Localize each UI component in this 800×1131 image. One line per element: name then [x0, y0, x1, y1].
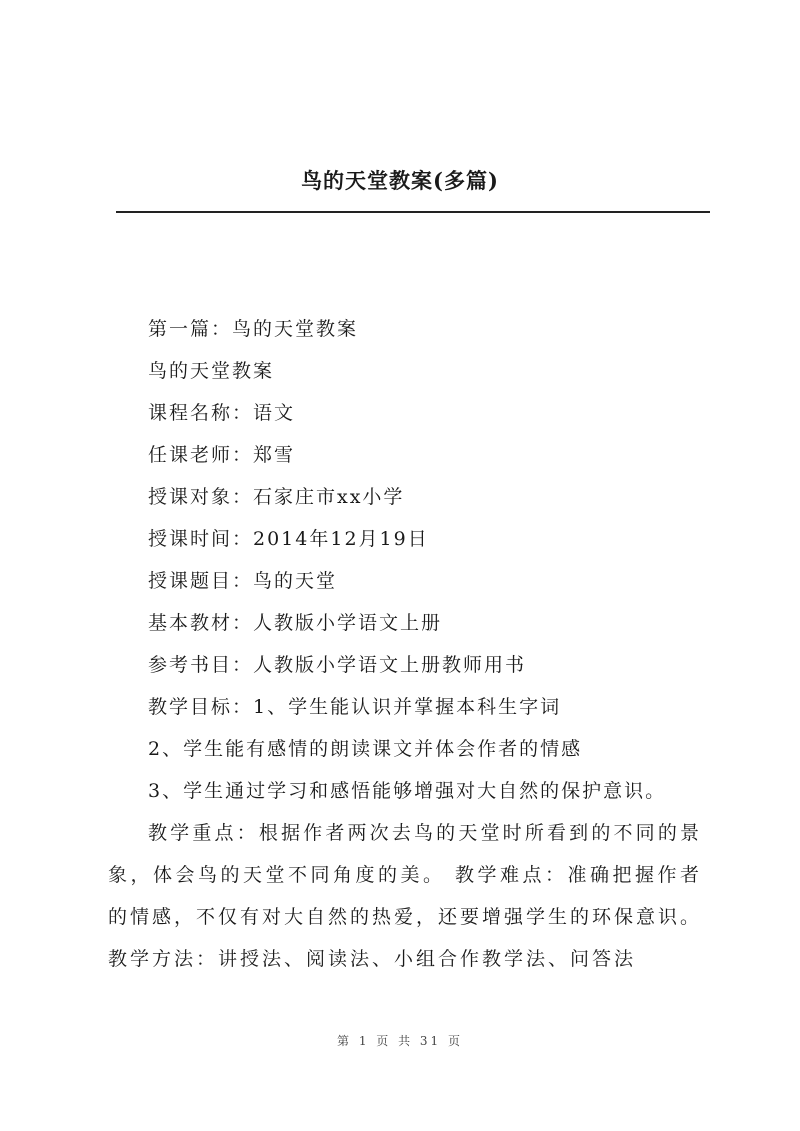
- text-line: 课程名称：语文: [148, 402, 296, 424]
- text-line: 授课对象：石家庄市xx小学: [148, 486, 405, 508]
- text-line: 第一篇：鸟的天堂教案: [148, 318, 359, 340]
- text-line: 鸟的天堂教案: [148, 360, 275, 382]
- text-line: 参考书目：人教版小学语文上册教师用书: [148, 654, 527, 676]
- body-paragraph: 教学重点：根据作者两次去鸟的天堂时所看到的不同的景象，体会鸟的天堂不同角度的美。 教学难点：准确把握作者的情感，不仅有对大自然的热爱，还要增强学生的环保意识。 教学方法：讲授法、阅读法、小组合作教学法、问答法: [108, 822, 703, 970]
- text-line: 授课题目：鸟的天堂: [148, 570, 338, 592]
- document-title: 鸟的天堂教案(多篇): [301, 168, 499, 193]
- text-line: 教学目标：1、学生能认识并掌握本科生字词: [148, 696, 562, 718]
- page-number-footer: 第 1 页 共 31 页: [337, 1034, 463, 1048]
- text-line: 2、学生能有感情的朗读课文并体会作者的情感: [148, 738, 583, 760]
- document-body: [108, 308, 702, 980]
- text-line: 授课时间：2014年12月19日: [148, 528, 429, 550]
- text-line: 3、学生通过学习和感悟能够增强对大自然的保护意识。: [148, 780, 667, 802]
- text-line: 任课老师：郑雪: [148, 444, 296, 466]
- title-underline: [116, 211, 710, 213]
- text-line: 基本教材：人教版小学语文上册: [148, 612, 443, 634]
